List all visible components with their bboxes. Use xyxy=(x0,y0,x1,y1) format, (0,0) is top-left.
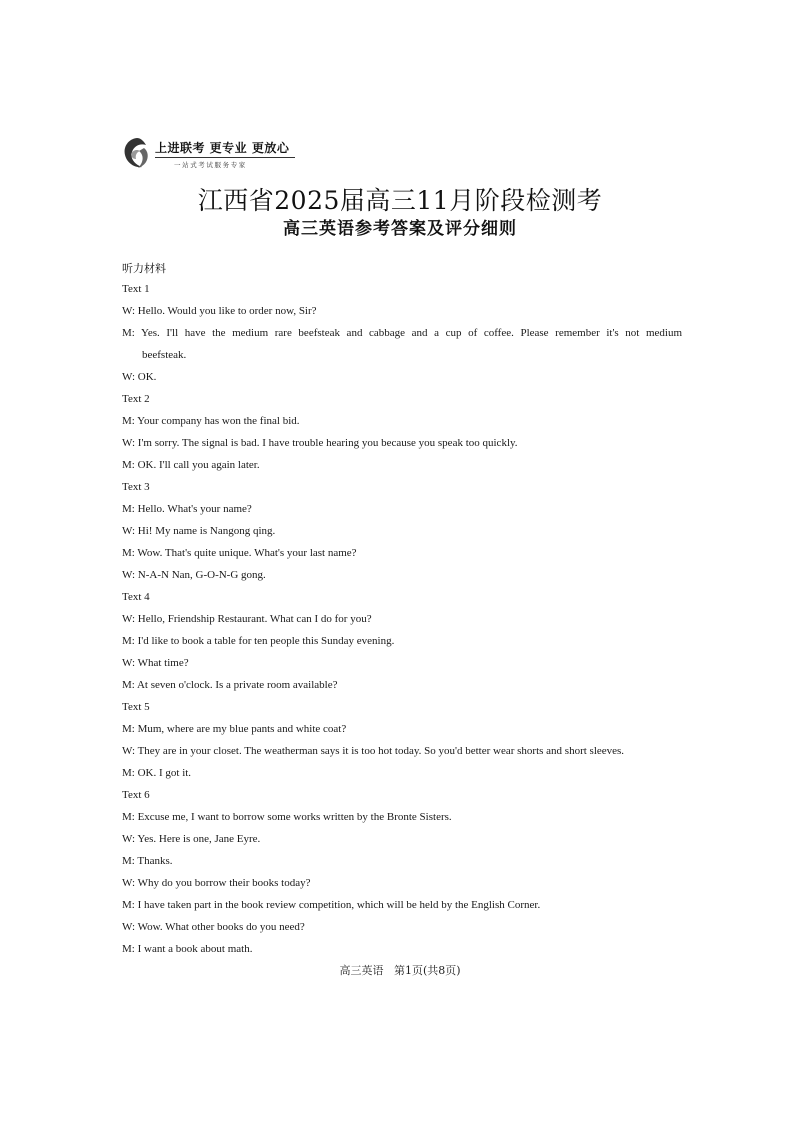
document-title: 江西省2025届高三11月阶段检测考 xyxy=(197,186,603,215)
brand-slogan: 上进联考 更专业 更放心 xyxy=(155,141,290,155)
transcript-line: W: Why do you borrow their books today? xyxy=(122,877,311,889)
transcript-line: M: OK. I'll call you again later. xyxy=(122,459,260,471)
transcript-line: W: They are in your closet. The weatherman says it is too hot today. So you'd better wear shorts and short sleeves. xyxy=(122,745,625,757)
transcript-line: M: Excuse me, I want to borrow some works written by the Bronte Sisters. xyxy=(122,811,452,823)
transcript-line: M: Your company has won the final bid. xyxy=(122,415,300,427)
transcript-line: Text 6 xyxy=(122,789,150,801)
transcript xyxy=(122,278,682,960)
transcript-line: M: Yes. I'll have the medium rare beefsteak and cabbage and a cup of coffee. Please remember it's not medium xyxy=(122,327,682,339)
transcript-line: M: Mum, where are my blue pants and white coat? xyxy=(122,723,347,735)
transcript-line: M: I'd like to book a table for ten people this Sunday evening. xyxy=(122,635,395,647)
transcript-line: Text 3 xyxy=(122,481,150,493)
transcript-line: Text 1 xyxy=(122,283,150,295)
section-heading: 听力材料 xyxy=(122,262,166,275)
transcript-line: Text 4 xyxy=(122,591,150,603)
transcript-line: W: Hi! My name is Nangong qing. xyxy=(122,525,276,537)
transcript-line: W: Wow. What other books do you need? xyxy=(122,921,305,933)
divider xyxy=(155,157,295,158)
transcript-line: M: Wow. That's quite unique. What's your last name? xyxy=(122,547,357,559)
transcript-line: W: Yes. Here is one, Jane Eyre. xyxy=(122,833,261,845)
transcript-line: W: OK. xyxy=(122,371,157,383)
transcript-line: M: OK. I got it. xyxy=(122,767,192,779)
transcript-line: W: What time? xyxy=(122,657,189,669)
transcript-line: beefsteak. xyxy=(142,349,187,361)
transcript-line: M: I want a book about math. xyxy=(122,943,253,955)
brand-logo xyxy=(122,136,292,172)
transcript-line: Text 2 xyxy=(122,393,150,405)
transcript-line: W: Hello, Friendship Restaurant. What can I do for you? xyxy=(122,613,372,625)
transcript-line: W: Hello. Would you like to order now, Sir? xyxy=(122,305,317,317)
transcript-line: W: N-A-N Nan, G-O-N-G gong. xyxy=(122,569,266,581)
brand-tagline: 一站式考试服务专家 xyxy=(174,161,247,169)
transcript-line: Text 5 xyxy=(122,701,150,713)
transcript-line: W: I'm sorry. The signal is bad. I have trouble hearing you because you speak too quickly. xyxy=(122,437,518,449)
logo-swirl-icon xyxy=(122,136,152,170)
transcript-line: M: At seven o'clock. Is a private room available? xyxy=(122,679,338,691)
transcript-line: M: Hello. What's your name? xyxy=(122,503,252,515)
document-subtitle: 高三英语参考答案及评分细则 xyxy=(283,219,517,239)
transcript-line: M: Thanks. xyxy=(122,855,173,867)
page-footer: 高三英语 第1页(共8页) xyxy=(339,964,461,977)
transcript-line: M: I have taken part in the book review competition, which will be held by the English Corner. xyxy=(122,899,541,911)
